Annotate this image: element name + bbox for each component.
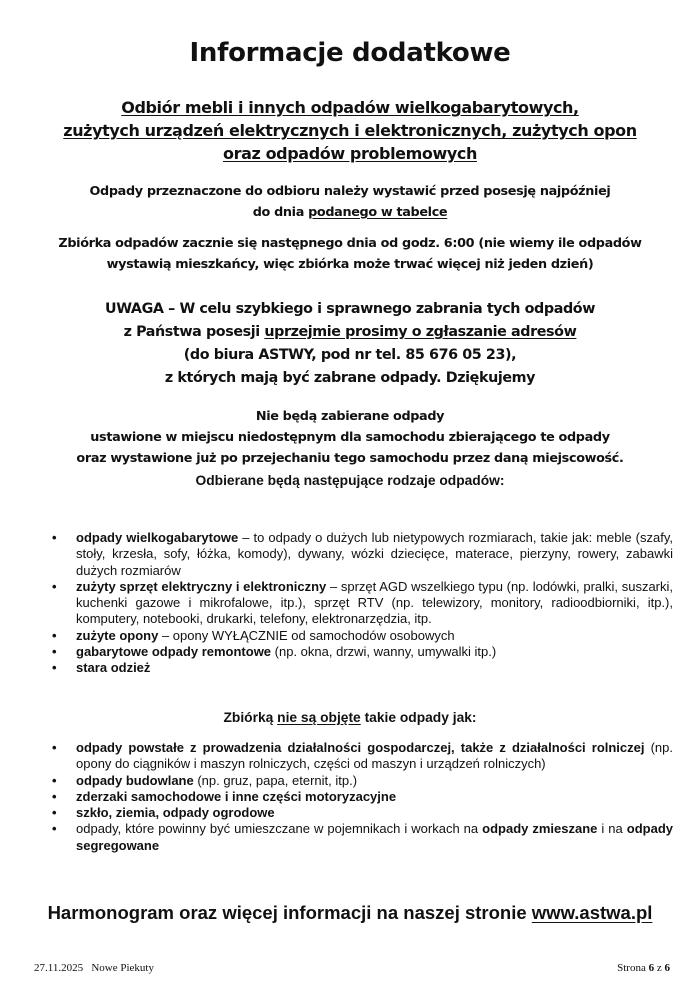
list-item bbox=[52, 773, 673, 789]
list-item bbox=[52, 530, 673, 579]
item-text: – opony WYŁĄCZNIE od samochodów osobowych bbox=[158, 627, 455, 643]
item-bold: zderzaki samochodowe i inne części motoryzacyjne bbox=[76, 788, 397, 804]
bullet-icon: • bbox=[52, 530, 57, 545]
item-bold: stara odzież bbox=[76, 660, 151, 676]
item-bold: odpady wielkogabarytowe bbox=[76, 530, 239, 545]
list-item bbox=[52, 789, 673, 805]
deadline-line: Odpady przeznaczone do odbioru należy wystawić przed posesję najpóźniej bbox=[89, 184, 611, 199]
item-bold: zużyte opony bbox=[76, 627, 159, 643]
excluded-heading bbox=[0, 710, 700, 725]
website-cta bbox=[0, 902, 700, 924]
excluded-heading-underlined: nie są objęte bbox=[277, 710, 361, 725]
page-total: 6 bbox=[664, 962, 670, 974]
footer-location: Nowe Piekuty bbox=[91, 962, 154, 974]
notice-underlined: uprzejmie prosimy o zgłaszanie adresów bbox=[264, 324, 577, 340]
website-link[interactable]: www.astwa.pl bbox=[531, 902, 653, 923]
item-text: odpady, które powinny być umieszczane w pojemnikach i workach na bbox=[76, 821, 483, 837]
bullet-icon: • bbox=[52, 821, 57, 837]
bullet-icon: • bbox=[52, 660, 57, 676]
cta-text: Harmonogram oraz więcej informacji na naszej stronie bbox=[47, 902, 532, 923]
bullet-icon: • bbox=[52, 627, 57, 643]
page-number bbox=[617, 962, 670, 974]
item-text: – sprzęt AGD wszelkiego typu (np. lodówki, pralki, suszarki, kuchenki gazowe i mikrofalowe, itp.), sprzęt RTV (np. telewizory, monitory, radioodbiorniki, itp.), komputery, notebooki, drukarki, telefony, elektronarzędzia, itp. bbox=[76, 578, 674, 627]
subtitle-line: zużytych urządzeń elektrycznych i elektronicznych, zużytych opon bbox=[63, 121, 637, 140]
collection-line: wystawią mieszkańcy, więc zbiórka może trwać więcej niż jeden dzień) bbox=[106, 257, 594, 272]
deadline-prefix: do dnia bbox=[252, 205, 309, 220]
notice-paragraph bbox=[0, 298, 700, 390]
excluded-heading-suffix: takie odpady jak: bbox=[360, 710, 477, 725]
bullet-icon: • bbox=[52, 644, 57, 660]
bullet-icon: • bbox=[52, 805, 57, 821]
bullet-icon: • bbox=[52, 578, 57, 594]
item-bold: odpady budowlane bbox=[76, 772, 194, 788]
notice-prefix: z Państwa posesji bbox=[123, 324, 265, 340]
notice-line: UWAGA – W celu szybkiego i sprawnego zabrania tych odpadów bbox=[104, 301, 596, 317]
bullet-icon: • bbox=[52, 740, 57, 755]
item-bold: odpady powstałe z prowadzenia działalności gospodarczej, także z działalności rolniczej bbox=[76, 740, 645, 755]
item-text: i na bbox=[597, 821, 627, 837]
list-item bbox=[52, 579, 673, 628]
footer-info bbox=[34, 962, 154, 974]
item-bold: odpady zmieszane bbox=[482, 821, 598, 837]
footer-date: 27.11.2025 bbox=[34, 962, 84, 974]
excluded-heading-prefix: Zbiórką bbox=[223, 710, 278, 725]
exclusion-paragraph bbox=[0, 406, 700, 469]
list-item bbox=[52, 660, 673, 676]
list-item bbox=[52, 628, 673, 644]
list-item bbox=[52, 805, 673, 821]
subtitle bbox=[0, 96, 700, 165]
item-text: (np. gruz, papa, eternit, itp.) bbox=[193, 772, 358, 788]
accepted-list bbox=[52, 530, 673, 677]
list-item bbox=[52, 644, 673, 660]
page-label: Strona bbox=[617, 962, 649, 974]
notice-line: z których mają być zabrane odpady. Dziękujemy bbox=[164, 370, 536, 386]
bullet-icon: • bbox=[52, 788, 57, 804]
collection-paragraph bbox=[0, 233, 700, 275]
exclusion-line: oraz wystawione już po przejechaniu tego samochodu przez daną miejscowość. bbox=[76, 451, 624, 466]
list-item bbox=[52, 740, 673, 773]
item-bold: odpady segregowane bbox=[76, 821, 673, 853]
subtitle-line: oraz odpadów problemowych bbox=[223, 144, 477, 163]
exclusion-line: Nie będą zabierane odpady bbox=[255, 409, 445, 424]
page-title: Informacje dodatkowe bbox=[189, 38, 511, 68]
bullet-icon: • bbox=[52, 772, 57, 788]
collection-line: Zbiórka odpadów zacznie się następnego dnia od godz. 6:00 (nie wiemy ile odpadów bbox=[58, 236, 642, 251]
list-item bbox=[52, 821, 673, 854]
excluded-list bbox=[52, 740, 673, 854]
accepted-heading: Odbierane będą następujące rodzaje odpadów: bbox=[195, 473, 505, 488]
item-text: (np. opony do ciągników i maszyn rolniczych, części od maszyn i urządzeń rolniczych) bbox=[76, 740, 673, 772]
item-bold: zużyty sprzęt elektryczny i elektroniczny bbox=[76, 578, 327, 594]
item-bold: szkło, ziemia, odpady ogrodowe bbox=[76, 805, 275, 821]
exclusion-line: ustawione w miejscu niedostępnym dla samochodu zbierającego te odpady bbox=[90, 430, 610, 445]
page-current: 6 bbox=[648, 962, 655, 974]
subtitle-line: Odbiór mebli i innych odpadów wielkogabarytowych, bbox=[121, 98, 579, 117]
deadline-underlined: podanego w tabelce bbox=[308, 205, 448, 220]
deadline-paragraph bbox=[0, 181, 700, 223]
notice-phone-line: (do biura ASTWY, pod nr tel. 85 676 05 23), bbox=[183, 347, 517, 363]
item-text: (np. okna, drzwi, wanny, umywalki itp.) bbox=[271, 644, 497, 660]
item-text: – to odpady o dużych lub nietypowych rozmiarach, takie jak: meble (szafy, stoły, krzesła, sofy, łóżka, komody), dywany, wózki dziecięce, materace, pierzyny, rowery, zabawki dużych rozmiarów bbox=[76, 530, 673, 578]
item-bold: gabarytowe odpady remontowe bbox=[76, 644, 272, 660]
page-sep: z bbox=[654, 962, 665, 974]
